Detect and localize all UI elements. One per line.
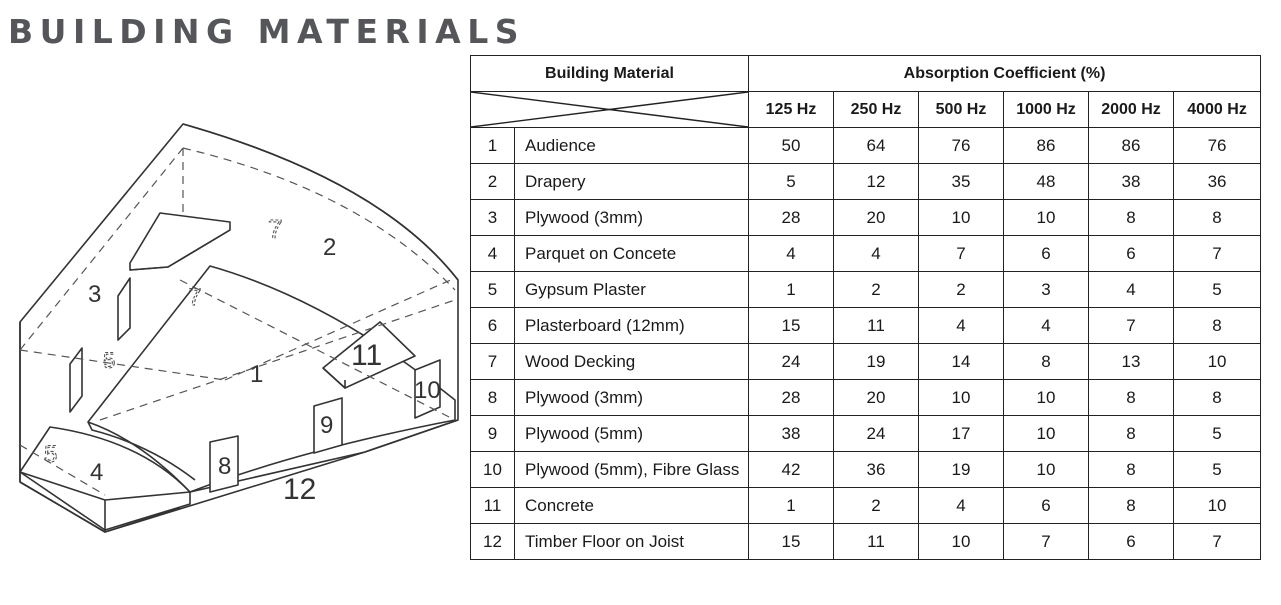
- freq-header: 250 Hz: [834, 92, 919, 128]
- absorption-value: 5: [1174, 416, 1261, 452]
- absorption-value: 12: [834, 164, 919, 200]
- marker-7-top: 7: [268, 214, 283, 244]
- table-row: [471, 236, 1261, 272]
- absorption-value: 10: [919, 380, 1004, 416]
- absorption-value: 50: [749, 128, 834, 164]
- table-row: [471, 200, 1261, 236]
- absorption-value: 2: [834, 488, 919, 524]
- absorption-value: 19: [919, 452, 1004, 488]
- absorption-value: 86: [1004, 128, 1089, 164]
- absorption-value: 36: [834, 452, 919, 488]
- header-building-material: Building Material: [471, 56, 749, 92]
- label-10: 10: [414, 377, 441, 404]
- freq-header: 2000 Hz: [1089, 92, 1174, 128]
- row-index: 8: [471, 380, 515, 416]
- absorption-value: 10: [1004, 416, 1089, 452]
- absorption-value: 4: [1089, 272, 1174, 308]
- label-2: 2: [323, 234, 337, 261]
- absorption-value: 10: [1004, 200, 1089, 236]
- absorption-value: 28: [749, 200, 834, 236]
- absorption-value: 14: [919, 344, 1004, 380]
- absorption-value: 42: [749, 452, 834, 488]
- absorption-value: 15: [749, 308, 834, 344]
- table-row: [471, 128, 1261, 164]
- row-index: 4: [471, 236, 515, 272]
- label-11: 11: [351, 339, 383, 372]
- absorption-value: 5: [749, 164, 834, 200]
- absorption-value: 20: [834, 380, 919, 416]
- absorption-value: 8: [1174, 380, 1261, 416]
- absorption-value: 86: [1089, 128, 1174, 164]
- absorption-value: 7: [919, 236, 1004, 272]
- absorption-value: 76: [1174, 128, 1261, 164]
- absorption-value: 8: [1089, 452, 1174, 488]
- absorption-value: 13: [1089, 344, 1174, 380]
- absorption-value: 64: [834, 128, 919, 164]
- absorption-value: 35: [919, 164, 1004, 200]
- absorption-value: 2: [834, 272, 919, 308]
- header-absorption: Absorption Coefficient (%): [749, 56, 1261, 92]
- absorption-value: 36: [1174, 164, 1261, 200]
- table-row: [471, 164, 1261, 200]
- row-index: 2: [471, 164, 515, 200]
- absorption-value: 38: [749, 416, 834, 452]
- absorption-value: 6: [1004, 488, 1089, 524]
- row-index: 12: [471, 524, 515, 560]
- absorption-value: 6: [1089, 236, 1174, 272]
- absorption-value: 4: [1004, 308, 1089, 344]
- absorption-value: 10: [1004, 380, 1089, 416]
- row-index: 7: [471, 344, 515, 380]
- absorption-value: 17: [919, 416, 1004, 452]
- material-name: Gypsum Plaster: [515, 272, 749, 308]
- material-name: Concrete: [515, 488, 749, 524]
- absorption-value: 10: [1174, 344, 1261, 380]
- absorption-value: 76: [919, 128, 1004, 164]
- page-title: BUILDING MATERIALS: [8, 12, 526, 51]
- absorption-value: 10: [919, 200, 1004, 236]
- label-3: 3: [88, 281, 102, 308]
- absorption-value: 20: [834, 200, 919, 236]
- absorption-value: 48: [1004, 164, 1089, 200]
- absorption-value: 4: [749, 236, 834, 272]
- material-name: Plywood (3mm): [515, 200, 749, 236]
- auditorium-diagram: [0, 100, 470, 540]
- table-row: [471, 524, 1261, 560]
- absorption-value: 4: [919, 308, 1004, 344]
- absorption-value: 8: [1004, 344, 1089, 380]
- row-index: 1: [471, 128, 515, 164]
- row-index: 11: [471, 488, 515, 524]
- absorption-value: 8: [1089, 416, 1174, 452]
- absorption-value: 38: [1089, 164, 1174, 200]
- absorption-value: 15: [749, 524, 834, 560]
- material-name: Wood Decking: [515, 344, 749, 380]
- absorption-value: 1: [749, 272, 834, 308]
- absorption-value: 6: [1004, 236, 1089, 272]
- absorption-value: 28: [749, 380, 834, 416]
- row-index: 3: [471, 200, 515, 236]
- material-name: Parquet on Concete: [515, 236, 749, 272]
- row-index: 10: [471, 452, 515, 488]
- absorption-value: 7: [1174, 236, 1261, 272]
- materials-table: [470, 55, 1261, 560]
- absorption-value: 4: [834, 236, 919, 272]
- absorption-value: 2: [919, 272, 1004, 308]
- table-row: [471, 272, 1261, 308]
- absorption-value: 7: [1004, 524, 1089, 560]
- absorption-value: 24: [834, 416, 919, 452]
- absorption-value: 11: [834, 524, 919, 560]
- row-index: 9: [471, 416, 515, 452]
- absorption-value: 8: [1089, 488, 1174, 524]
- table-row: [471, 416, 1261, 452]
- absorption-value: 10: [1174, 488, 1261, 524]
- absorption-value: 11: [834, 308, 919, 344]
- absorption-value: 5: [1174, 452, 1261, 488]
- absorption-value: 6: [1089, 524, 1174, 560]
- marker-5-wall: 5: [103, 348, 116, 373]
- marker-7-floor: 7: [188, 284, 202, 311]
- label-4: 4: [90, 459, 104, 486]
- absorption-value: 8: [1174, 308, 1261, 344]
- freq-header: 500 Hz: [919, 92, 1004, 128]
- material-name: Plywood (5mm): [515, 416, 749, 452]
- label-1: 1: [250, 361, 264, 388]
- table-row: [471, 344, 1261, 380]
- label-9: 9: [320, 412, 334, 439]
- absorption-value: 19: [834, 344, 919, 380]
- marker-5-stage: 5: [44, 441, 58, 468]
- absorption-value: 7: [1089, 308, 1174, 344]
- label-12: 12: [283, 473, 317, 506]
- table-row: [471, 452, 1261, 488]
- table-row: [471, 380, 1261, 416]
- material-name: Plywood (5mm), Fibre Glass: [515, 452, 749, 488]
- absorption-value: 4: [919, 488, 1004, 524]
- absorption-value: 10: [919, 524, 1004, 560]
- table-row: [471, 308, 1261, 344]
- table-row: [471, 488, 1261, 524]
- absorption-value: 8: [1089, 200, 1174, 236]
- absorption-value: 24: [749, 344, 834, 380]
- absorption-value: 1: [749, 488, 834, 524]
- absorption-value: 3: [1004, 272, 1089, 308]
- row-index: 6: [471, 308, 515, 344]
- material-name: Plasterboard (12mm): [515, 308, 749, 344]
- crossed-header-cell: [471, 92, 749, 128]
- absorption-value: 7: [1174, 524, 1261, 560]
- absorption-value: 5: [1174, 272, 1261, 308]
- freq-header: 1000 Hz: [1004, 92, 1089, 128]
- absorption-value: 10: [1004, 452, 1089, 488]
- row-index: 5: [471, 272, 515, 308]
- freq-header: 125 Hz: [749, 92, 834, 128]
- freq-header: 4000 Hz: [1174, 92, 1261, 128]
- absorption-value: 8: [1174, 200, 1261, 236]
- material-name: Plywood (3mm): [515, 380, 749, 416]
- absorption-value: 8: [1089, 380, 1174, 416]
- material-name: Drapery: [515, 164, 749, 200]
- material-name: Timber Floor on Joist: [515, 524, 749, 560]
- material-name: Audience: [515, 128, 749, 164]
- label-8: 8: [218, 453, 232, 480]
